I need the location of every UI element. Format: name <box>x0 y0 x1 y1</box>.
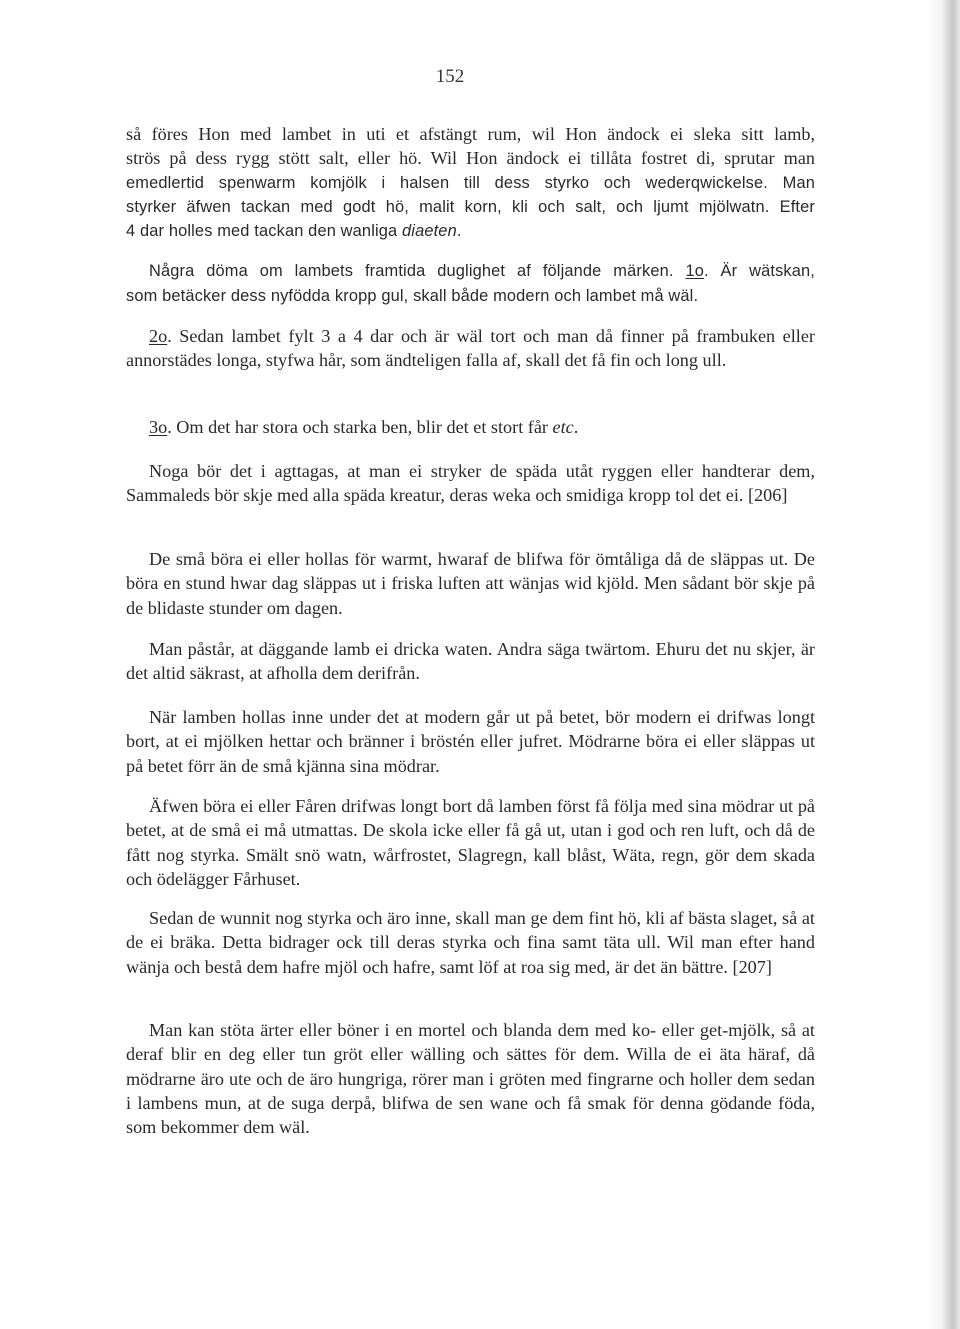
p1-italic-term: diaeten <box>402 222 457 241</box>
p1-line-4: styrker äfwen tackan med godt hö, malit korn, kli och salt, och ljumt mjölwatn. Efter <box>126 197 815 216</box>
p1-line-5 <box>126 219 815 243</box>
p1-line-2: strös på dess rygg stött salt, eller hö. Wil Hon ändock ei tillåta fostret di, sprutar man <box>126 148 815 169</box>
p2-line-1 <box>149 259 815 283</box>
paragraph-9: Äfwen böra ei eller Fåren drifwas longt bort då lamben först få följa med sina mödrar ut på betet, at de små ei må utmattas. De skola icke eller få gå ut, utan i god och ren luft, och då de fått nog styrka. Smält snö watn, wårfrostet, Slagregn, kall blåst, Wäta, regn, gör dem skada och ödelägger Fårhuset. <box>126 796 815 889</box>
paragraph-10: Sedan de wunnit nog styrka och äro inne, skall man ge dem fint hö, kli af bästa slaget, så at de ei bräka. Detta bidrager ock till deras styrka och fina samt täta ull. Wil man efter hand wänja och bestå dem hafre mjöl och hafre, samt löf at roa sig med, är det än bättre. [207] <box>126 908 815 977</box>
p4-ordinal: 3o <box>149 417 168 437</box>
p3-ordinal: 2o <box>149 326 168 346</box>
p4-text-end: . <box>573 417 579 437</box>
page-edge-shadow <box>926 0 960 1329</box>
paragraph-11: Man kan stöta ärter eller böner i en mortel och blanda dem med ko- eller get-mjölk, så at deraf blir en deg eller tun gröt eller wälling och sättes för dem. Willa de ei äta häraf, då mödrarne äro ute och de äro hungriga, rörer man i gröten med fingrarne och holler dem sedan i lambens mun, at de suga derpå, blifwa de sen wane och få smak för denna gödande föda, som bekommer dem wäl. <box>126 1020 815 1138</box>
paragraph-2 <box>149 259 815 283</box>
paragraph-7: Man påstår, at däggande lamb ei dricka waten. Andra säga twärtom. Ehuru det nu skjer, är det altid säkrast, at afholla dem derifrån. <box>126 639 815 684</box>
paragraph-3 <box>126 324 815 373</box>
paragraph-6: De små böra ei eller hollas för warmt, hwaraf de blifwa för ömtåliga då de släppas ut. De böra en stund hwar dag släppas ut i friska luften att wänjas wid kjöld. Men sådant bör skje på de blidaste stunder om dagen. <box>126 549 815 618</box>
p1-line-1: så föres Hon med lambet in uti et afstängt rum, wil Hon ändock ei sleka sitt lamb, <box>126 124 815 144</box>
paragraph-2-line-2: som betäcker dess nyfödda kropp gul, skall både modern och lambet må wäl. <box>126 287 699 305</box>
p1-line-5-text: 4 dar holles med tackan den wanliga <box>126 222 403 241</box>
paragraph-4 <box>126 415 815 439</box>
p2-ordinal: 1o <box>685 262 704 280</box>
p3-text: . Sedan lambet fylt 3 a 4 dar och är wäl tort och man då finner på frambuken eller annorstädes longa, styfwa hår, som ändteligen falla af, skall det få fin och long ull. <box>126 326 815 371</box>
p2-line-1-end: . Är wätskan, <box>703 262 815 280</box>
paragraph-1 <box>126 122 815 243</box>
p4-text: . Om det har stora och starka ben, blir det et stort får <box>167 417 553 437</box>
paragraph-8: När lamben hollas inne under det at modern går ut på betet, bör modern ei drifwas longt bort, at ei mjölken hettar och bränner i bröstén eller jufret. Mödrarne böra ei eller släppas ut på betet förr än de små kjänna sina mödrar. <box>126 707 815 776</box>
p1-line-3: emedlertid spenwarm komjölk i halsen till dess styrko och wederqwickelse. Man <box>126 173 815 192</box>
p1-line-5-end: . <box>456 222 462 241</box>
p4-italic: etc <box>552 417 574 437</box>
p2-line-1-text: Några döma om lambets framtida duglighet af följande märken. <box>149 262 686 280</box>
paragraph-5: Noga bör det i agttagas, at man ei stryker de späda utåt ryggen eller handterar dem, Sammaleds bör skje med alla späda kreatur, deras weka och smidiga kropp tol det ei. [206] <box>126 461 815 506</box>
page-number: 152 <box>435 66 465 87</box>
